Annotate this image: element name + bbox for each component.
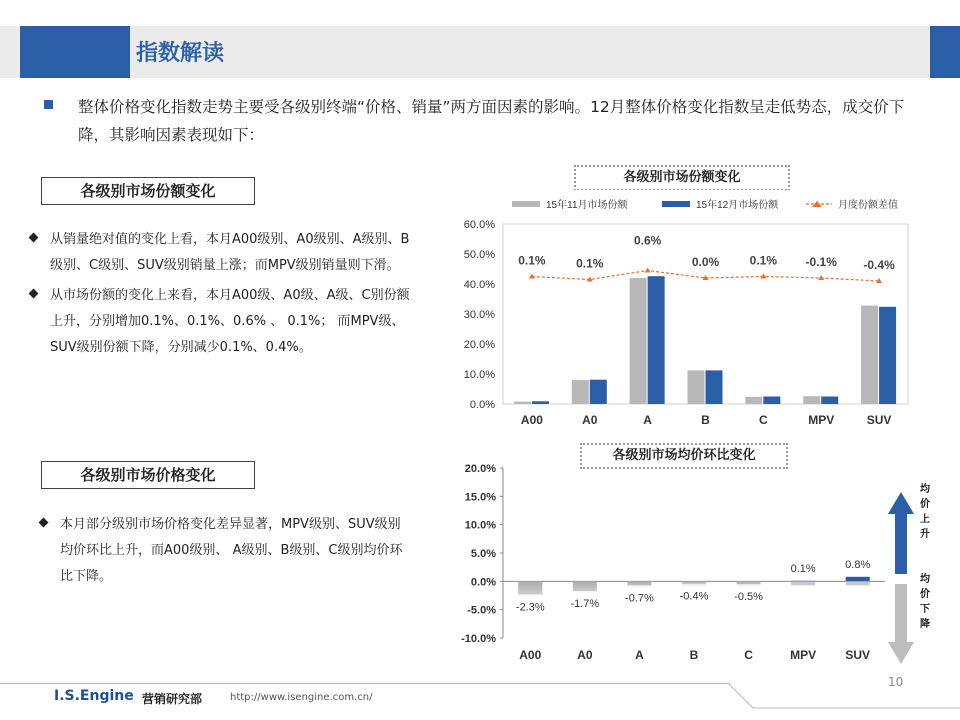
chart1-legend-label: 15年11月市场份额 [546, 200, 628, 211]
chart1-bar [879, 307, 896, 404]
chart1-bar [745, 397, 762, 404]
chart1-bar [572, 380, 589, 404]
chart2-x-tick: C [744, 648, 753, 662]
chart2-y-tick: 0.0% [470, 576, 496, 589]
chart1-bg [440, 190, 920, 440]
chart2-bar-shadow [682, 581, 706, 587]
chart2-x-tick: SUV [845, 648, 871, 662]
intro-text: 整体价格变化指数走势主要受各级别终端“价格、销量”两方面因素的影响。12月整体价格变化指数呈走低势态，成交价下降，其影响因素表现如下： [78, 98, 905, 144]
chart2-data-label: 0.1% [790, 562, 816, 575]
intro-bullet-icon [44, 100, 53, 109]
chart1-bar [763, 397, 780, 405]
chart2-data-label: 0.8% [845, 558, 871, 571]
chart1-y-tick: 10.0% [463, 369, 495, 381]
page-title: 指数解读 [136, 41, 225, 66]
section2-bullet-1: 本月部分级别市场价格变化差异显著，MPV级别、SUV级别均价环比上升，而A00级别、 A级别、B级别、C级别均价环比下降。 [40, 512, 412, 590]
chart1-y-tick: 60.0% [463, 219, 495, 231]
chart2-bar-shadow [518, 581, 542, 597]
down-arrow-icon [888, 584, 914, 664]
chart1-bar [861, 306, 878, 404]
chart1-bar [630, 278, 647, 404]
chart1-y-tick: 0.0% [469, 399, 495, 411]
chart-price-change [440, 455, 920, 670]
footer-corner [728, 683, 960, 720]
chart2-y-tick: -5.0% [467, 604, 496, 617]
footer-brand: I.S.Engine [54, 688, 134, 704]
chart1-data-label: 0.1% [749, 253, 778, 268]
chart2-y-tick: 10.0% [464, 519, 496, 532]
footer-line [0, 683, 730, 684]
chart1-title: 各级别市场份额变化 [574, 165, 790, 191]
chart2-x-tick: MPV [790, 648, 817, 662]
chart2-data-label: -1.7% [570, 597, 600, 610]
chart2-bar-shadow [846, 581, 870, 585]
diamond-bullet-icon [29, 233, 39, 243]
diamond-bullet-icon [39, 518, 49, 528]
section1-bullet-2: 从市场份额的变化上来看，本月A00级、A0级、A级、C别份额上升，分别增加0.1%、0.1%、0.6% 、 0.1%； 而MPV级、SUV级别份额下降，分别减少0.1%、0.4%。 [30, 283, 412, 361]
section2-title: 各级别市场价格变化 [41, 461, 255, 489]
chart2-x-tick: A00 [519, 648, 542, 662]
chart2-x-tick: A [635, 648, 644, 662]
chart1-bar [590, 380, 607, 404]
diamond-bullet-icon [29, 289, 39, 299]
chart1-bar [514, 402, 531, 404]
chart1-y-tick: 40.0% [463, 279, 495, 291]
chart1-x-tick: B [701, 413, 710, 427]
footer-department: 营销研究部 [142, 692, 203, 706]
footer-url[interactable]: http://www.isengine.com.cn/ [230, 692, 373, 703]
chart1-legend-swatch [662, 201, 690, 207]
chart1-data-label: -0.1% [805, 255, 837, 269]
title-accent-left [20, 26, 130, 78]
arrows [888, 492, 914, 672]
chart2-data-label: -0.7% [625, 592, 654, 605]
down-arrow-label: 均 价 下 降 [920, 574, 930, 630]
chart2-data-label: -2.3% [515, 601, 545, 614]
chart1-data-label: 0.1% [518, 253, 546, 268]
chart1-bar [688, 370, 705, 404]
section1-bullets [30, 227, 412, 361]
chart2-bar-shadow [791, 581, 815, 585]
chart2-x-tick: A0 [577, 648, 593, 662]
chart-share [440, 190, 920, 440]
chart1-x-tick: C [759, 413, 768, 427]
chart1-bar [706, 370, 723, 404]
chart1-y-tick: 20.0% [463, 339, 495, 351]
chart1-x-tick: A00 [520, 413, 543, 427]
chart2-bar [846, 577, 870, 582]
chart1-x-tick: A [643, 413, 652, 427]
section2-bullets [40, 512, 412, 590]
chart2-data-label: -0.5% [734, 591, 763, 604]
page-number: 10 [888, 675, 904, 689]
chart2-x-tick: B [689, 648, 699, 662]
up-arrow-label: 均 价 上 升 [920, 484, 930, 540]
chart1-data-label: 0.6% [633, 233, 662, 248]
chart2-y-tick: 20.0% [464, 463, 496, 475]
chart1-y-tick: 30.0% [463, 309, 495, 321]
section1-title: 各级别市场份额变化 [41, 177, 255, 205]
chart1-x-tick: A0 [582, 413, 598, 427]
chart1-legend-swatch [512, 201, 540, 207]
chart2-title: 各级别市场均价环比变化 [580, 443, 788, 469]
chart1-legend-label: 月度份额差值 [838, 200, 898, 211]
section1-bullet-1: 从销量绝对值的变化上看，本月A00级别、A0级别、A级别、B级别、C级别、SUV级别销量上涨；而MPV级别销量则下滑。 [30, 227, 412, 279]
chart1-bar [532, 401, 549, 404]
chart1-legend-label: 15年12月市场份额 [696, 200, 779, 211]
up-arrow-icon [888, 492, 914, 574]
chart1-data-label: 0.0% [691, 255, 720, 269]
chart2-bar-shadow [573, 581, 597, 594]
chart1-bar [648, 276, 665, 404]
chart1-y-tick: 50.0% [463, 249, 495, 261]
chart2-bar-shadow [627, 581, 651, 588]
chart2-y-tick: 15.0% [464, 491, 496, 504]
chart1-x-tick: SUV [866, 413, 892, 427]
chart2-y-tick: 5.0% [470, 548, 496, 560]
chart1-data-label: -0.4% [863, 258, 895, 272]
chart2-data-label: -0.4% [679, 590, 709, 603]
title-accent-right [930, 26, 960, 78]
chart1-bar [821, 397, 838, 405]
chart1-x-tick: MPV [808, 413, 835, 427]
chart2-y-tick: -10.0% [461, 633, 496, 645]
chart2-bar-shadow [737, 581, 761, 587]
chart1-bar [803, 396, 820, 404]
chart1-data-label: 0.1% [576, 256, 604, 271]
